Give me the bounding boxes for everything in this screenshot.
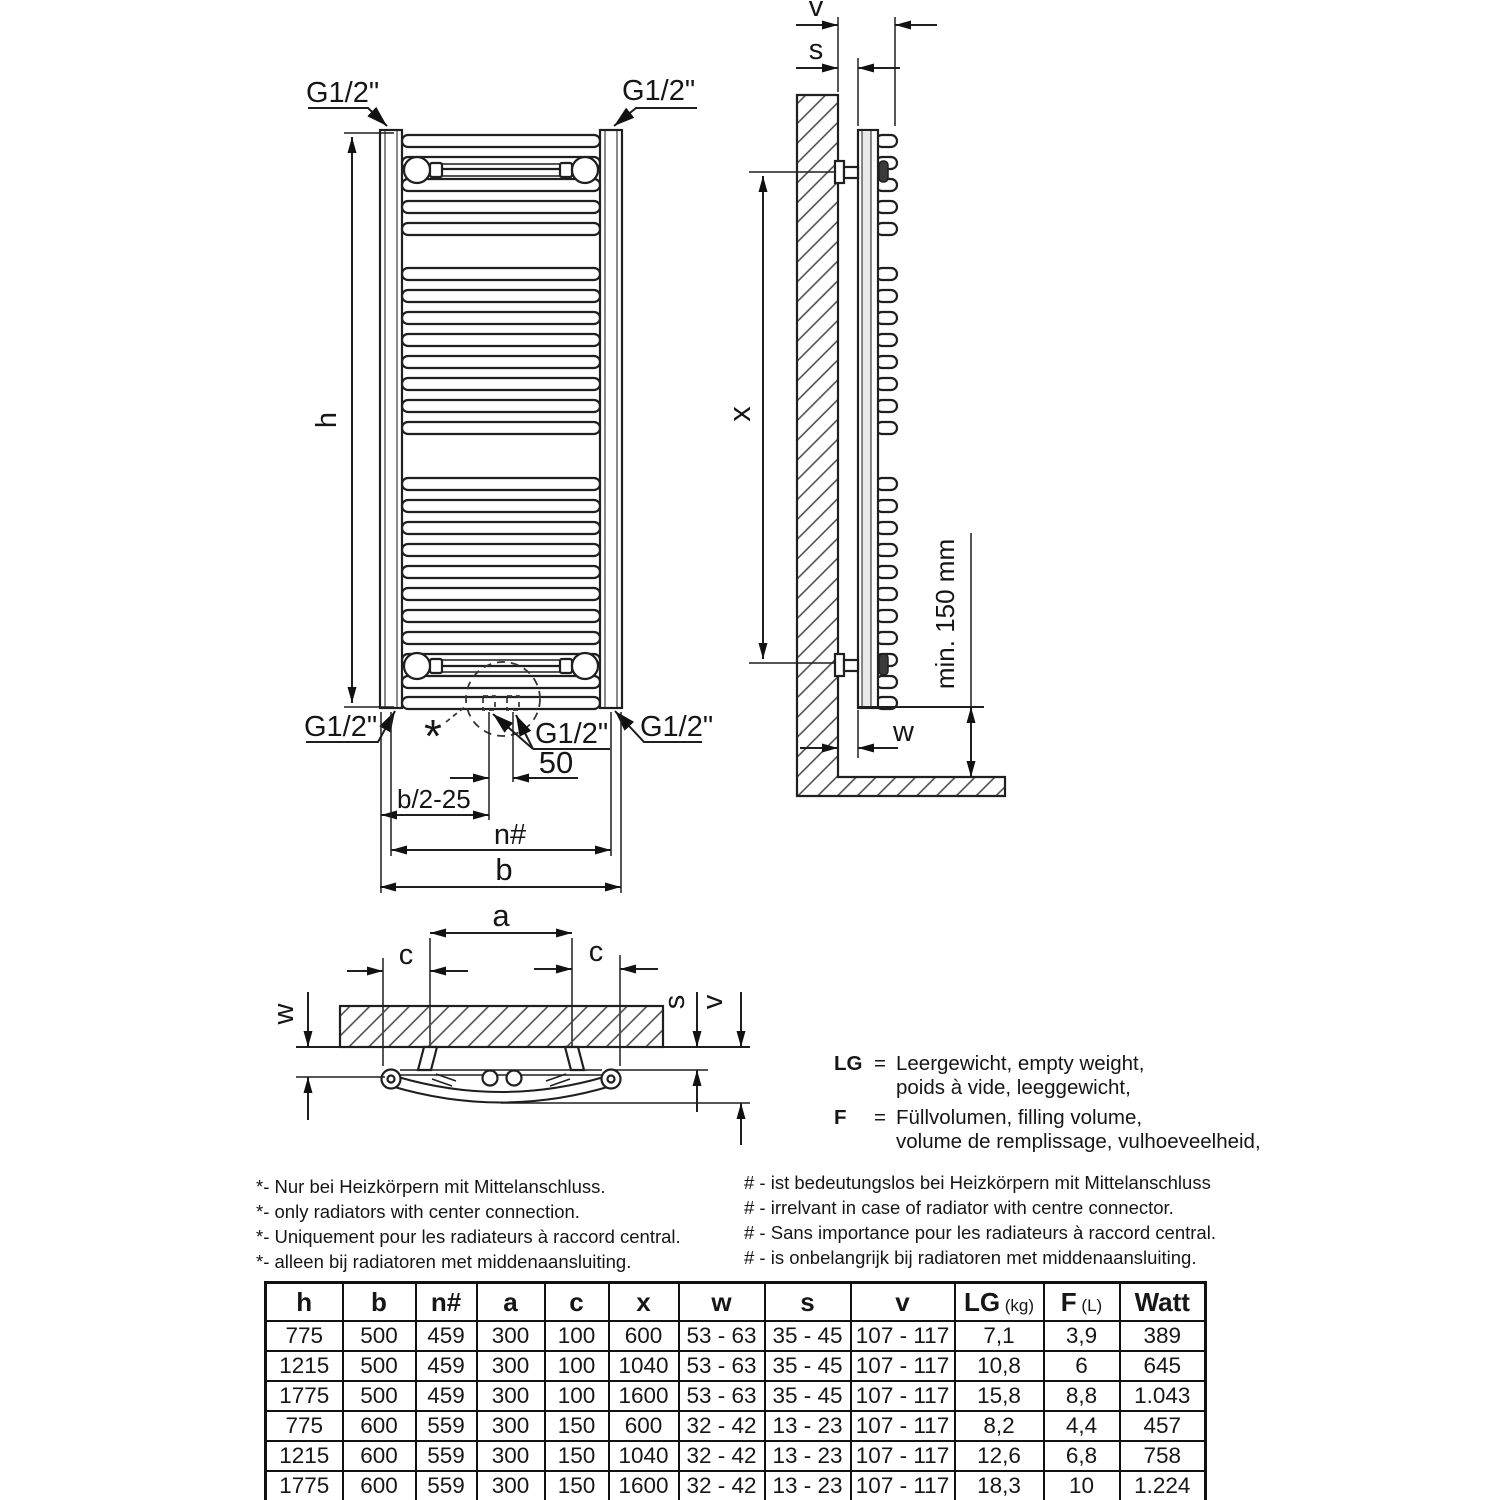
front-left-rail <box>380 130 402 708</box>
table-cell: 775 <box>266 1411 343 1441</box>
leader-top-right <box>614 108 697 126</box>
label-c-right: c <box>588 936 604 968</box>
footnote-line: # - is onbelangrijk bij radiatoren met middenaansluiting. <box>744 1247 1197 1268</box>
legend-row-lg <box>834 1052 1264 1100</box>
table-cell: 13 - 23 <box>765 1411 851 1441</box>
table-cell: 1600 <box>609 1471 679 1500</box>
table-cell: 12,6 <box>955 1441 1044 1471</box>
table-cell: 459 <box>416 1381 477 1411</box>
table-cell: 300 <box>477 1321 545 1351</box>
table-cell: 100 <box>545 1381 609 1411</box>
label-side-s: s <box>808 34 824 66</box>
front-view <box>304 75 713 893</box>
table-cell: 1040 <box>609 1351 679 1381</box>
table-cell: 1775 <box>266 1471 343 1500</box>
table-cell: 500 <box>343 1321 416 1351</box>
table-cell: 4,4 <box>1044 1411 1120 1441</box>
table-cell: 10 <box>1044 1471 1120 1500</box>
table-cell: 459 <box>416 1321 477 1351</box>
label-conn-bottom-left: G1/2" <box>304 711 378 743</box>
side-view <box>722 0 1005 796</box>
table-row <box>266 1411 1206 1441</box>
table-cell: 32 - 42 <box>679 1471 765 1500</box>
table-cell: 100 <box>545 1351 609 1381</box>
table-cell: 600 <box>609 1411 679 1441</box>
table-cell: 7,1 <box>955 1321 1044 1351</box>
table-header-cell: x <box>609 1283 679 1322</box>
legend-eq: = <box>874 1106 886 1129</box>
table-cell: 107 - 117 <box>851 1411 955 1441</box>
legend-f-line2: volume de remplissage, vulhoeveelheid, <box>896 1130 1261 1153</box>
table-row <box>266 1381 1206 1411</box>
table-header-cell: b <box>343 1283 416 1322</box>
table-cell: 13 - 23 <box>765 1471 851 1500</box>
label-section-w: w <box>268 1003 300 1025</box>
table-cell: 300 <box>477 1381 545 1411</box>
table-cell: 1.043 <box>1120 1381 1206 1411</box>
table-row <box>266 1441 1206 1471</box>
center-only-marker: * <box>424 710 442 762</box>
table-cell: 559 <box>416 1411 477 1441</box>
table-cell: 500 <box>343 1381 416 1411</box>
table-cell: 32 - 42 <box>679 1441 765 1471</box>
legend-term-f: F <box>834 1106 847 1129</box>
label-conn-bottom-center: G1/2" <box>535 718 609 750</box>
legend-lg-line1: Leergewicht, empty weight, <box>896 1052 1145 1075</box>
legend-term-lg: LG <box>834 1052 863 1075</box>
table-cell: 459 <box>416 1351 477 1381</box>
legend-eq: = <box>874 1052 886 1075</box>
footnote-line: # - ist bedeutungslos bei Heizkörpern mit Mittelanschluss <box>744 1172 1211 1193</box>
table-cell: 1.224 <box>1120 1471 1206 1500</box>
label-min-150: min. 150 mm <box>930 538 960 690</box>
table-cell: 1215 <box>266 1441 343 1471</box>
section-view <box>268 898 750 1145</box>
section-wall <box>340 1006 663 1047</box>
table-cell: 32 - 42 <box>679 1411 765 1441</box>
footnote-line: *- alleen bij radiatoren met middenaansluiting. <box>256 1251 632 1272</box>
label-b: b <box>495 852 513 887</box>
footnote-line: *- Uniquement pour les radiateurs à raccord central. <box>256 1226 681 1247</box>
table-row <box>266 1471 1206 1500</box>
legend-lg-line2: poids à vide, leeggewicht, <box>896 1076 1131 1099</box>
table-cell: 6,8 <box>1044 1441 1120 1471</box>
label-n: n# <box>493 819 527 851</box>
table-row <box>266 1351 1206 1381</box>
table-cell: 35 - 45 <box>765 1381 851 1411</box>
table-cell: 107 - 117 <box>851 1321 955 1351</box>
table-cell: 645 <box>1120 1351 1206 1381</box>
table-cell: 13 - 23 <box>765 1441 851 1471</box>
label-section-v: v <box>697 994 729 1010</box>
table-header-cell: Watt <box>1120 1283 1206 1322</box>
table-cell: 3,9 <box>1044 1321 1120 1351</box>
table-cell: 600 <box>343 1471 416 1500</box>
table-cell: 107 - 117 <box>851 1351 955 1381</box>
table-header-cell: LG (kg) <box>955 1283 1044 1322</box>
table-cell: 8,2 <box>955 1411 1044 1441</box>
legend-def-f <box>896 1106 1264 1154</box>
table-header-cell: F (L) <box>1044 1283 1120 1322</box>
label-side-x: x <box>722 406 757 422</box>
table-cell: 150 <box>545 1411 609 1441</box>
side-wall-floor <box>797 95 1005 796</box>
section-radiator <box>382 1047 621 1103</box>
table-cell: 35 - 45 <box>765 1321 851 1351</box>
footnote-line: *- Nur bei Heizkörpern mit Mittelanschluss. <box>256 1176 606 1197</box>
table-cell: 15,8 <box>955 1381 1044 1411</box>
table-cell: 457 <box>1120 1411 1206 1441</box>
footnotes-center-connection <box>256 1174 681 1274</box>
table-cell: 107 - 117 <box>851 1441 955 1471</box>
table-cell: 53 - 63 <box>679 1321 765 1351</box>
table-header-cell: h <box>266 1283 343 1322</box>
table-cell: 53 - 63 <box>679 1381 765 1411</box>
table-cell: 6 <box>1044 1351 1120 1381</box>
table-cell: 1775 <box>266 1381 343 1411</box>
table-cell: 107 - 117 <box>851 1471 955 1500</box>
table-cell: 600 <box>343 1441 416 1471</box>
table-cell: 559 <box>416 1471 477 1500</box>
table-cell: 100 <box>545 1321 609 1351</box>
side-rung-ends <box>876 135 897 709</box>
table-cell: 53 - 63 <box>679 1351 765 1381</box>
table-cell: 389 <box>1120 1321 1206 1351</box>
table-cell: 107 - 117 <box>851 1381 955 1411</box>
table-header-cell: n# <box>416 1283 477 1322</box>
label-side-v: v <box>808 0 824 23</box>
side-rail <box>858 130 878 708</box>
table-header-cell: v <box>851 1283 955 1322</box>
front-right-rail <box>600 130 622 708</box>
table-row <box>266 1321 1206 1351</box>
table-cell: 150 <box>545 1441 609 1471</box>
table-cell: 300 <box>477 1351 545 1381</box>
label-b2-25: b/2-25 <box>397 784 471 814</box>
legend-row-f <box>834 1106 1264 1154</box>
footnote-line: # - Sans importance pour les radiateurs à raccord central. <box>744 1222 1216 1243</box>
label-50: 50 <box>538 745 574 780</box>
label-c-left: c <box>398 939 414 971</box>
table-cell: 758 <box>1120 1441 1206 1471</box>
spec-table <box>264 1281 1207 1500</box>
table-header-cell: a <box>477 1283 545 1322</box>
table-cell: 1600 <box>609 1381 679 1411</box>
legend <box>834 1052 1264 1154</box>
table-cell: 300 <box>477 1471 545 1500</box>
spec-table-wrap <box>264 1281 1207 1500</box>
table-cell: 500 <box>343 1351 416 1381</box>
table-cell: 775 <box>266 1321 343 1351</box>
table-cell: 1215 <box>266 1351 343 1381</box>
table-cell: 8,8 <box>1044 1381 1120 1411</box>
label-conn-top-left: G1/2" <box>306 77 380 109</box>
footnote-line: *- only radiators with center connection. <box>256 1201 580 1222</box>
table-cell: 35 - 45 <box>765 1351 851 1381</box>
table-cell: 18,3 <box>955 1471 1044 1500</box>
label-h: h <box>311 411 343 429</box>
table-cell: 1040 <box>609 1441 679 1471</box>
table-header-cell: c <box>545 1283 609 1322</box>
table-cell: 300 <box>477 1411 545 1441</box>
leader-top-left <box>308 108 387 126</box>
table-header-cell: s <box>765 1283 851 1322</box>
legend-def-lg <box>896 1052 1264 1100</box>
label-a: a <box>492 898 510 933</box>
front-rungs <box>402 135 600 709</box>
table-cell: 600 <box>343 1411 416 1441</box>
label-side-w: w <box>893 716 914 748</box>
label-section-s: s <box>659 994 691 1010</box>
table-cell: 150 <box>545 1471 609 1500</box>
label-conn-bottom-right: G1/2" <box>640 711 714 743</box>
table-cell: 300 <box>477 1441 545 1471</box>
label-conn-top-right: G1/2" <box>622 75 696 107</box>
table-cell: 559 <box>416 1441 477 1471</box>
table-header-cell: w <box>679 1283 765 1322</box>
legend-f-line1: Füllvolumen, filling volume, <box>896 1106 1143 1129</box>
table-cell: 600 <box>609 1321 679 1351</box>
footnotes-hash <box>744 1170 1216 1270</box>
table-cell: 10,8 <box>955 1351 1044 1381</box>
footnote-line: # - irrelvant in case of radiator with centre connector. <box>744 1197 1174 1218</box>
